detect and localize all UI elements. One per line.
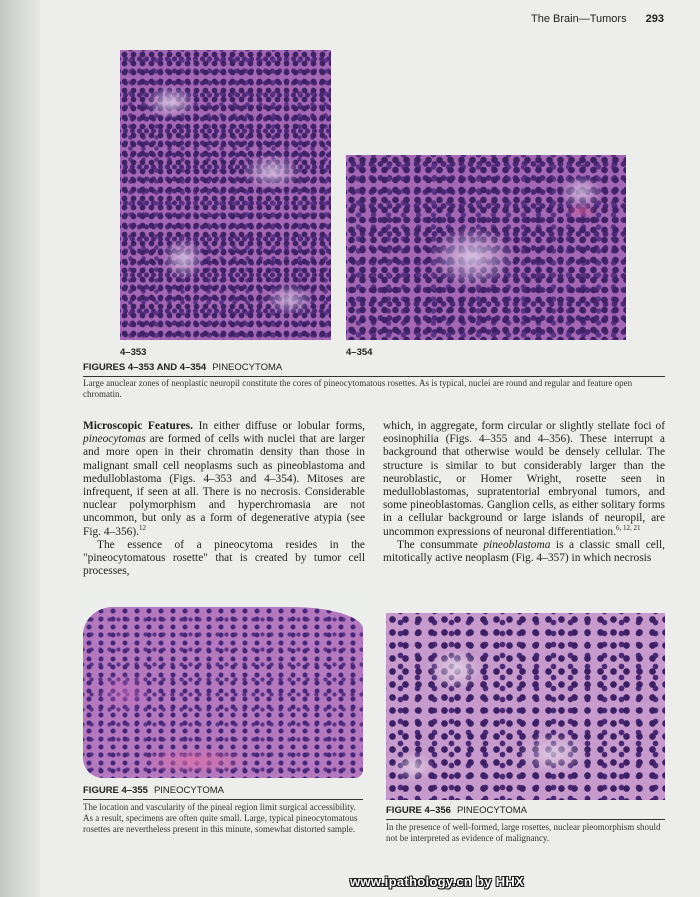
figure-title-356-name: PINEOCYTOMA: [456, 805, 527, 816]
page-number: 293: [645, 13, 664, 25]
watermark-text: www.ipathology.cn by HHX: [350, 874, 525, 889]
figure-title-356-number: FIGURE 4–356: [386, 805, 451, 816]
figure-label-4-353: 4–353: [120, 347, 147, 358]
body-left-paragraph-1: [83, 420, 365, 539]
micrograph-4-355: [83, 595, 363, 778]
figure-title-356: [386, 805, 527, 816]
caption-rule-356: [386, 819, 665, 820]
body-text: The consummate: [397, 538, 484, 551]
micrograph-4-354: [346, 155, 626, 340]
figure-title-top: [83, 362, 282, 373]
caption-rule-top: [83, 376, 665, 377]
figure-label-4-354: 4–354: [346, 347, 373, 358]
body-text: In either diffuse or lobular forms,: [192, 420, 365, 432]
body-text: is a classic small cell, mitotically active neoplasm (Fig. 4–357) in which necrosis: [383, 538, 665, 565]
body-text: which, in aggregate, form circular or slightly stellate foci of eosinophilia (Figs. 4–355 and 4–356). These interrupt a background that otherwise would be densely cellular. The structure is similar to but considerably larger than the neuroblastic, or Homer Wright, rosette seen in medulloblastomas, supratentorial embryonal tumors, and some pineoblastomas. Ganglion cells, as either solitary forms in a cellular background or large islands of neuropil, are uncommon expressions of neuronal differentiation.: [383, 420, 665, 538]
tissue-fragment: [83, 607, 363, 778]
figure-caption-355: The location and vascularity of the pineal region limit surgical accessibility. As a result, specimens are often quite small. Large, typical pineocytomatous rosettes are nevertheless present in this minute, somewhat distorted sample.: [83, 802, 358, 834]
figure-title-355-number: FIGURE 4–355: [83, 785, 148, 796]
running-head: The Brain—Tumors: [531, 13, 627, 25]
body-emphasis: pineocytomas: [83, 433, 146, 446]
body-column-left: [83, 420, 365, 578]
figure-title-355-name: PINEOCYTOMA: [153, 785, 224, 796]
body-emphasis: pineoblastoma: [483, 538, 551, 551]
page-header: [531, 13, 664, 25]
micrograph-4-353: [120, 50, 331, 340]
figure-title-top-name: PINEOCYTOMA: [212, 362, 283, 373]
figure-title-355: [83, 785, 224, 796]
body-right-paragraph-2: [383, 539, 665, 565]
body-column-right: [383, 420, 665, 565]
book-spine-shadow: [0, 0, 40, 897]
micrograph-4-356: [386, 613, 665, 800]
figure-caption-356: In the presence of well-formed, large rosettes, nuclear pleomorphism should not be interpreted as evidence of malignancy.: [386, 822, 661, 843]
citation-ref: 12: [139, 523, 147, 532]
body-right-paragraph-1: [383, 420, 665, 539]
body-left-paragraph-2: The essence of a pineocytoma resides in the "pineocytomatous rosette" that is created by tumor cell processes,: [83, 538, 365, 578]
section-heading: Microscopic Features.: [83, 420, 193, 432]
caption-rule-355: [83, 799, 363, 800]
body-text: are formed of cells with nuclei that are larger and more open in their chromatin density than those in malignant small cell neoplasms such as pineoblastoma and medulloblastoma (Figs. 4–353 and 4–354). Mitoses are infrequent, if seen at all. There is no necrosis. Considerable nuclear polymorphism and hyperchromasia are not uncommon, but only as a form of degenerative atypia (see Fig. 4–356).: [83, 433, 365, 538]
figure-caption-top: Large anuclear zones of neoplastic neuropil constitute the cores of pineocytomatous rosettes. As is typical, nuclei are round and regular and feature open chromatin.: [83, 378, 633, 399]
citation-ref: 6, 12, 21: [615, 523, 641, 532]
figure-title-top-number: FIGURES 4–353 AND 4–354: [83, 362, 207, 373]
